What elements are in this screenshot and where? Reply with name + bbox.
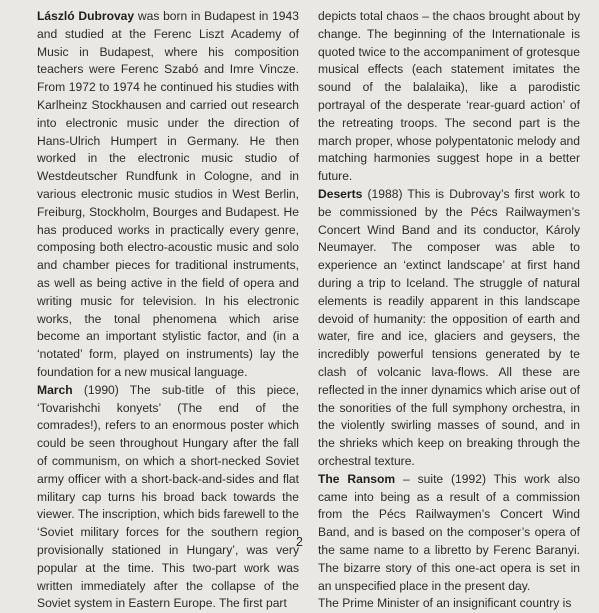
march-continued-text: depicts total chaos – the chaos brought about by change. The beginning of the Internationale is quoted twice to the accompaniment of grotesque musical effects (each statement imitates the sound of the balalaika), like a parodistic portrayal of the desperate ‘rear-guard action’ of the retreating troops. The second part is the march proper, whose polypentatonic melody and matching harmonies suggest hope in a better future. [318,9,580,184]
march-continued-paragraph [318,8,580,186]
right-text-column [318,8,580,613]
page-number: 2 [296,535,303,549]
deserts-title: Deserts [318,186,363,201]
prime-minister-text: The Prime Minister of an insignificant country is [318,596,572,611]
prime-minister-paragraph [318,595,580,613]
ransom-title: The Ransom [318,471,396,486]
deserts-text: (1988) This is Dubrovay’s first work to be commissioned by the Pécs Railwaymen’s Concert Wind Band and its conductor, Károly Neumayer. The composer was able to experience an ‘extinct landscape’ at first hand during a trip to Iceland. The struggle of natural elements is readily apparent in this landscape devoid of humanity: the opposition of earth and water, fire and ice, glaciers and geysers, the incredibly powerful tensions generated by te clash of volcanic lava-flows. All these are reflected in the inner dynamics which arise out of the sonorities of the full symphony orchestra, in the violently swirling masses of sound, and in the shrieks which keep on breaking through the orchestral texture. [318,186,580,468]
march-title: March [37,382,73,397]
left-text-column [37,8,299,613]
composer-name: László Dubrovay [37,9,135,23]
march-paragraph [37,382,299,613]
composer-biography-paragraph [37,8,299,382]
march-text: (1990) The sub-title of this piece, ‘Tovarishchi konyets’ (The end of the comrades!), refers to an enormous poster which could be seen throughout Hungary after the fall of communism, on which a short-necked Soviet army officer with a short-back-and-sides and flat military cap turns his broad back towards the viewer. The inscription, which bids farewell to the ‘Soviet military forces for the southern region provisionally stationed in Hungary’, was very popular at the time. This two-part work was written immediately after the collapse of the Soviet system in Eastern Europe. The first part [37,382,299,611]
biography-text: was born in Budapest in 1943 and studied at the Ferenc Liszt Academy of Music in Budapest, where his composition teachers were Ferenc Szabó and Imre Vincze. From 1972 to 1974 he continued his studies with Karlheinz Stockhausen and carried out research into electronic music under the direction of Hans-Ulrich Humpert in Germany. He then worked in the electronic music studio of Westdeutscher Rundfunk in Cologne, and in various electronic music studios in West Berlin, Freiburg, Stockholm, Bourges and Budapest. He has produced works in practically every genre, composing both electro-acoustic music and solo and chamber pieces for traditional instruments, as well as being active in the field of opera and writing music for television. In his electronic works, the tonal phenomena which arise become an important stylistic factor, and (in a ‘notated’ form, played on instruments) lay the foundation for a new musical language. [37,9,299,379]
ransom-text: – suite (1992) This work also came into being as a result of a commission from the Pécs Railwaymen’s Concert Wind Band, and is based on the composer’s opera of the same name to a libretto by Ferenc Baranyi. The bizarre story of this one-act opera is set in an unspecified place in the present day. [318,471,580,593]
deserts-paragraph [318,186,580,471]
